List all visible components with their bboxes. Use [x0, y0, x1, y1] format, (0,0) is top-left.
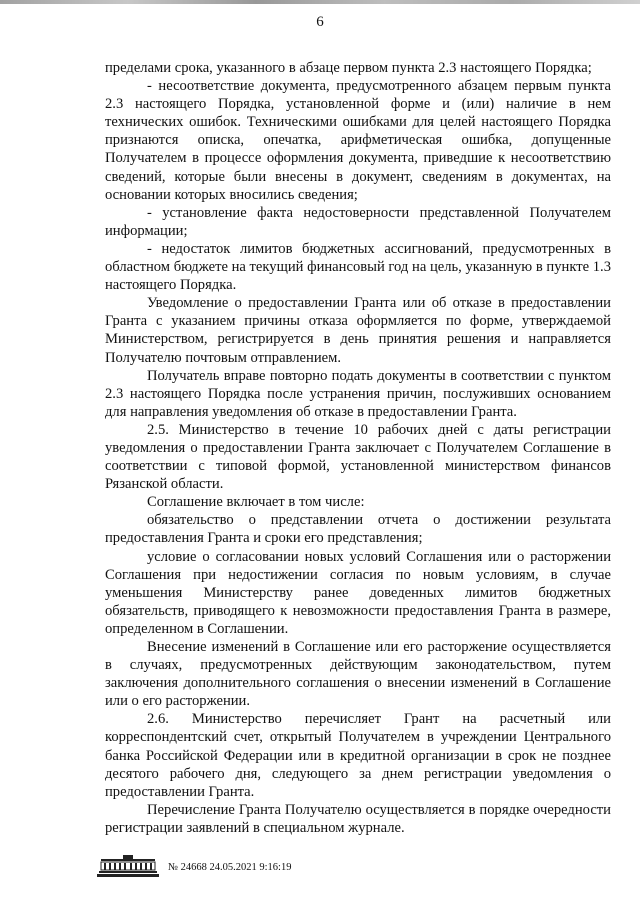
scan-edge: [0, 0, 640, 4]
paragraph: 2.5. Министерство в течение 10 рабочих дней с даты регистрации уведомления о предоставлении Гранта заключает с Получателем Соглашение в соответствии с типовой формой, установленной министерством финансов Рязанской области.: [105, 421, 611, 493]
document-body: [105, 59, 611, 837]
paragraph: условие о согласовании новых условий Соглашения или о расторжении Соглашения при недостижении согласия по новым условиям, в случае уменьшения Министерству ранее доведенных лимитов бюджетных обязательств, приводящего к невозможности предоставления Гранта в размере, определенном в Соглашении.: [105, 548, 611, 637]
paragraph: 2.6. Министерство перечисляет Грант на расчетный или корреспондентский счет, открытый Получателем в учреждении Центрального банка Российской Федерации или в кредитной организации в срок не позднее десятого рабочего дня, следующего за днем регистрации уведомления о предоставлении Гранта.: [105, 711, 611, 800]
paragraph: - недостаток лимитов бюджетных ассигнований, предусмотренных в областном бюджете на текущий финансовый год на цель, указанную в пункте 1.3 настоящего Порядка.: [105, 240, 611, 294]
paragraph: Внесение изменений в Соглашение или его расторжение осуществляется в случаях, предусмотренных действующим законодательством, путем заключения дополнительного соглашения о внесении изменений в Соглашение или о его расторжении.: [105, 639, 611, 710]
paragraph: - несоответствие документа, предусмотренного абзацем первым пункта 2.3 настоящего Порядка, установленной форме и (или) наличие в нем технических ошибок. Техническими ошибками для целей настоящего Порядка признаются описка, опечатка, арифметическая ошибка, допущенные Получателем в процессе оформления документа, приведшие к несоответствию сведений, которые были внесены в документ, сведениям в документах, на основании которых вносились сведения;: [105, 78, 611, 203]
paragraph: Уведомление о предоставлении Гранта или об отказе в предоставлении Гранта с указанием причины отказа оформляется по форме, утверждаемой Министерством, регистрируется в день принятия решения и направляется Получателю почтовым отправлением.: [105, 295, 611, 366]
paragraph: Перечисление Гранта Получателю осуществляется в порядке очередности регистрации заявлений в специальном журнале.: [105, 801, 611, 836]
government-building-logo-icon: [96, 854, 160, 878]
paragraph: Получатель вправе повторно подать документы в соответствии с пунктом 2.3 настоящего Порядка после устранения причин, послуживших основанием для направления уведомления об отказе в предоставлении Гранта.: [105, 367, 611, 420]
page-number: 6: [316, 14, 324, 30]
paragraph: Соглашение включает в том числе:: [147, 494, 365, 511]
document-footer: [96, 852, 396, 882]
paragraph: обязательство о представлении отчета о достижении результата предоставления Гранта и сроки его представления;: [105, 512, 611, 547]
registration-stamp: № 24668 24.05.2021 9:16:19: [168, 862, 292, 873]
paragraph: - установление факта недостоверности представленной Получателем информации;: [105, 204, 611, 239]
paragraph: пределами срока, указанного в абзаце первом пункта 2.3 настоящего Порядка;: [105, 60, 592, 76]
